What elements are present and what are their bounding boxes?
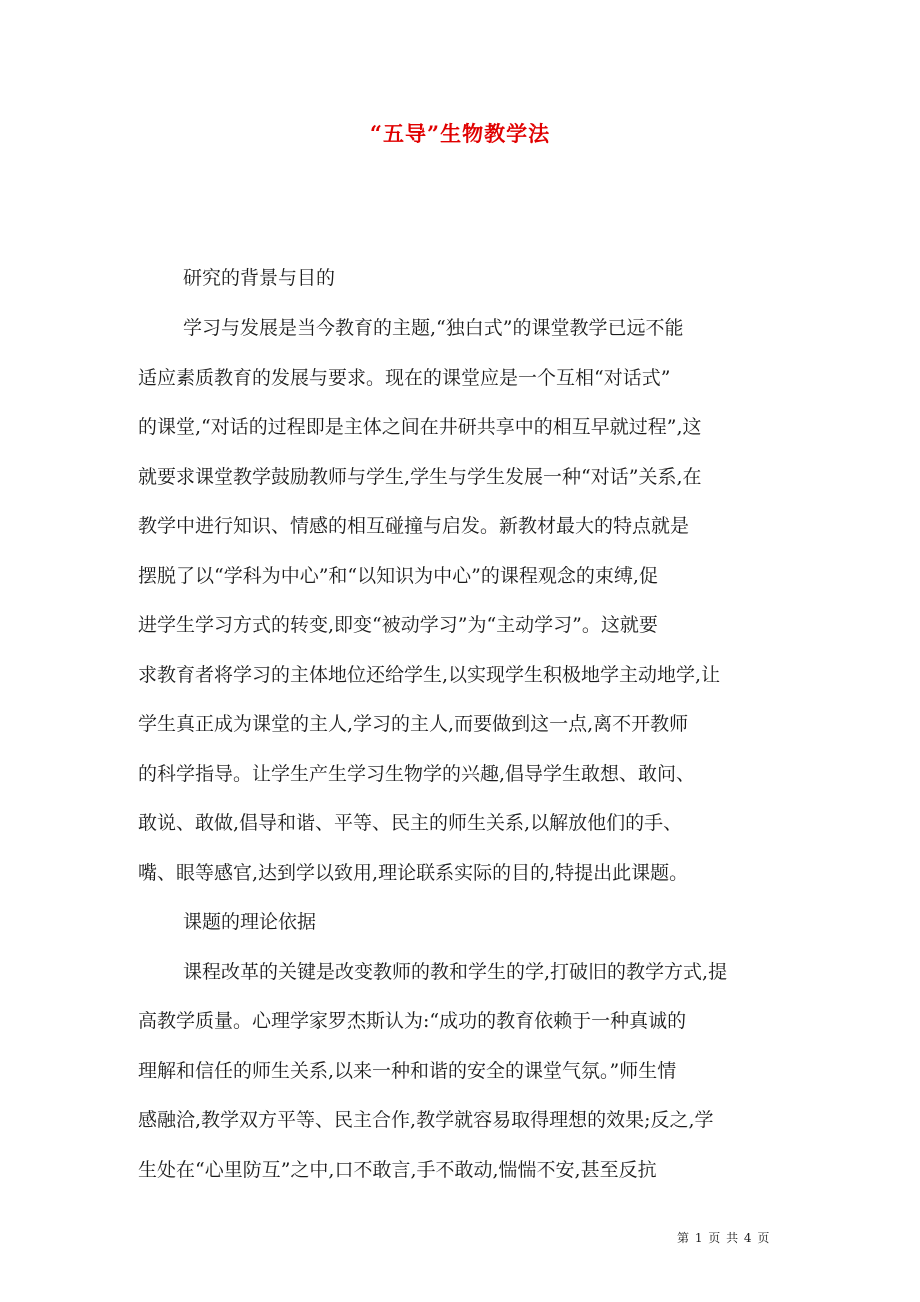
paragraph-line: 教学中进行知识、情感的相互碰撞与启发。新教材最大的特点就是 <box>138 515 690 537</box>
paragraph-line: 感融洽,教学双方平等、民主合作,教学就容易取得理想的效果;反之,学 <box>138 1109 714 1131</box>
section-heading-background: 研究的背景与目的 <box>183 267 336 289</box>
paragraph-line: 高教学质量。心理学家罗杰斯认为:“成功的教育依赖于一种真诚的 <box>138 1010 687 1032</box>
document-title: “五导”生物教学法 <box>369 121 551 146</box>
paragraph-line: 的科学指导。让学生产生学习生物学的兴趣,倡导学生敢想、敢问、 <box>138 763 696 785</box>
page-number-footer: 第 1 页 共 4 页 <box>677 1231 771 1245</box>
paragraph-line: 课程改革的关键是改变教师的教和学生的学,打破旧的教学方式,提 <box>183 961 728 983</box>
paragraph-line: 就要求课堂教学鼓励教师与学生,学生与学生发展一种“对话”关系,在 <box>138 466 702 488</box>
section-heading-theory: 课题的理论依据 <box>183 911 317 933</box>
paragraph-line: 敢说、敢做,倡导和谐、平等、民主的师生关系,以解放他们的手、 <box>138 812 683 834</box>
paragraph-line: 嘴、眼等感官,达到学以致用,理论联系实际的目的,特提出此课题。 <box>138 862 689 884</box>
paragraph-line: 求教育者将学习的主体地位还给学生,以实现学生积极地学主动地学,让 <box>138 664 721 686</box>
paragraph-line: 生处在“心里防互”之中,口不敢言,手不敢动,惴惴不安,甚至反抗 <box>138 1159 657 1181</box>
paragraph-line: 适应素质教育的发展与要求。现在的课堂应是一个互相“对话式” <box>138 367 671 389</box>
paragraph-line: 学生真正成为课堂的主人,学习的主人,而要做到这一点,离不开教师 <box>138 713 689 735</box>
paragraph-line: 理解和信任的师生关系,以来一种和谐的安全的课堂气氛。”师生情 <box>138 1060 677 1082</box>
paragraph-line: 的课堂,“对话的过程即是主体之间在井研共享中的相互早就过程”,这 <box>138 416 702 438</box>
paragraph-line: 学习与发展是当今教育的主题,“独白式”的课堂教学已远不能 <box>183 317 684 339</box>
paragraph-line: 摆脱了以“学科为中心”和“以知识为中心”的课程观念的束缚,促 <box>138 565 658 587</box>
paragraph-line: 进学生学习方式的转变,即变“被动学习”为“主动学习”。这就要 <box>138 614 658 636</box>
